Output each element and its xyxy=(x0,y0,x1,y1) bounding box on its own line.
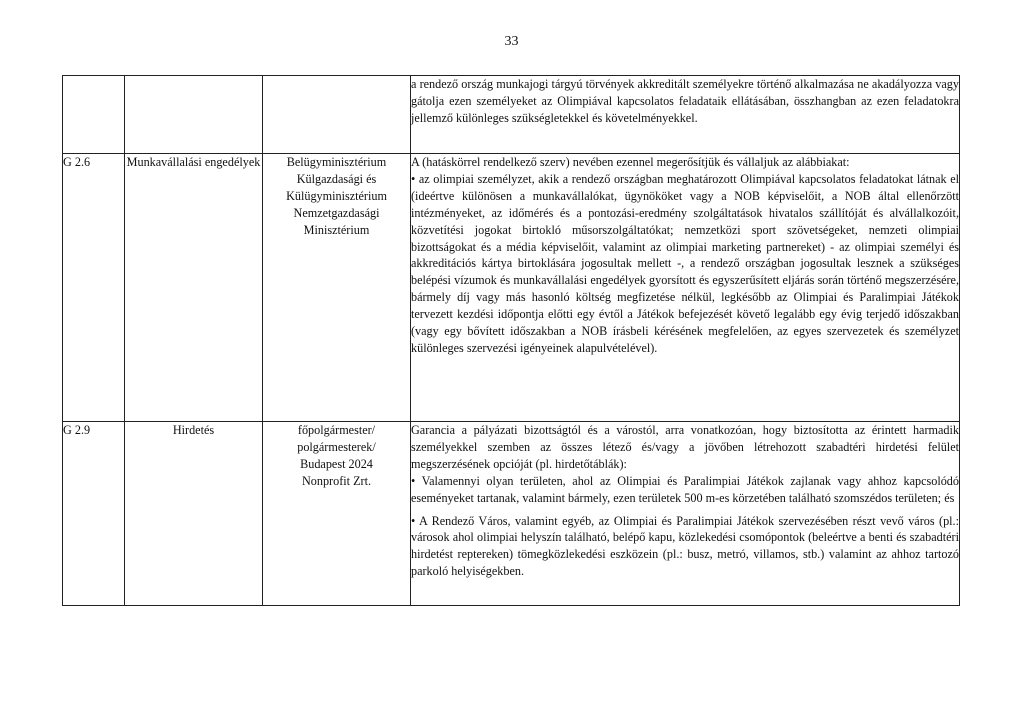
guarantee-table xyxy=(62,75,960,606)
area-cell: Hirdetés xyxy=(125,422,263,606)
code-cell: G 2.9 xyxy=(63,422,125,606)
bullet-item: • Valamennyi olyan területen, ahol az Olimpiai és Paralimpiai Játékok zajlanak vagy ahhoz kapcsolódó eseményeket tartanak, valamint bármely, ezen területek 500 m-es körzetében található szomszédos területen; és xyxy=(411,473,959,505)
paragraph: Garancia a pályázati bizottságtól és a várostól, arra vonatkozóan, hogy biztosította az érintett harmadik személyekkel szemben az összes létező és/vagy a jövőben létrehozott szabadtéri hirdetési felület megszerzésének opcióját (pl. hirdetőtáblák): xyxy=(411,423,959,471)
code-cell xyxy=(63,76,125,154)
text-cell xyxy=(411,76,960,154)
authority-line: főpolgármester/ xyxy=(297,423,376,437)
text-cell xyxy=(411,154,960,422)
paragraph: A (hatáskörrel rendelkező szerv) nevében ezennel megerősítjük és vállaljuk az alábbiakat: xyxy=(411,155,850,169)
authority-line: Külügyminisztérium xyxy=(286,188,387,203)
authority-cell xyxy=(263,76,411,154)
table-row xyxy=(63,154,960,422)
authority-line: Belügyminisztérium xyxy=(286,155,387,169)
table-row xyxy=(63,76,960,154)
authority-line: Budapest 2024 xyxy=(300,456,373,471)
authority-line: Nonprofit Zrt. xyxy=(301,473,372,488)
table-row xyxy=(63,422,960,606)
area-cell xyxy=(125,76,263,154)
authority-line: Külgazdasági és xyxy=(296,171,377,186)
text-cell xyxy=(411,422,960,606)
code-cell: G 2.6 xyxy=(63,154,125,422)
bullet-item: • az olimpiai személyzet, akik a rendező országban meghatározott Olimpiával kapcsolatos feladatokat látnak el (ideértve különösen a munkavállalókat, ügynököket vagy a NOB képviselőit, a NOB által ellenőrzött intézményeket, az időmérés és a pontozási-eredmény szolgáltatások hivatalos szállítóját és alvállalkozóit, közvetítési jogokat birtokló műsorszolgáltatókat; nemzetközi sport szövetségeket, nemzeti olimpiai bizottságokat és a média képviselőit, valamint az olimpiai marketing partnereket) - az olimpiai személyi és akkreditációs kártya birtoklására jogosultak mellett -, a rendező országban jogosultak lesznek a szükséges belépési vízumok és munkavállalási engedélyek gyorsított és egyszerűsített eljárás során történő megszerzésére, bármely díj vagy más hasonló költség megfizetése nélkül, legkésőbb az Olimpiai és Paralimpiai Játékok tervezett kezdési időpontja előtti egy évtől a Játékok befejezését követő legalább egy évig terjedő időszakban (vagy egy bővített időszakban a NOB írásbeli kérésének megfelelően, az egyes szervezetek és személyzet különleges szervezési igényeinek alapulvételével). xyxy=(411,171,959,355)
area-cell: Munkavállalási engedélyek xyxy=(125,154,263,422)
authority-line: polgármesterek/ xyxy=(297,439,376,454)
authority-cell xyxy=(263,422,411,606)
paragraph: a rendező ország munkajogi tárgyú törvények akkreditált személyekre történő alkalmazása ne akadályozza vagy gátolja ezen személyeket az Olimpiával kapcsolatos feladataik ellátásában, összhangban az ezen feladatokra jellemző különleges szükségletekkel és követelményekkel. xyxy=(411,77,959,125)
authority-cell xyxy=(263,154,411,422)
page-number: 33 xyxy=(504,34,519,49)
authority-line: Nemzetgazdasági xyxy=(293,205,380,220)
bullet-item: • A Rendező Város, valamint egyéb, az Olimpiai és Paralimpiai Játékok szervezésében részt vevő város (pl.: városok ahol olimpiai helyszín található, belépő kapu, közlekedési csomópontok (beleértve a benti és szabadtéri hirdetést reptereken) tömegközlekedési eszközein (pl.: busz, metró, villamos, stb.) valamint az ahhoz tartozó parkoló helyiségekben. xyxy=(411,513,959,579)
authority-line: Minisztérium xyxy=(303,222,370,237)
